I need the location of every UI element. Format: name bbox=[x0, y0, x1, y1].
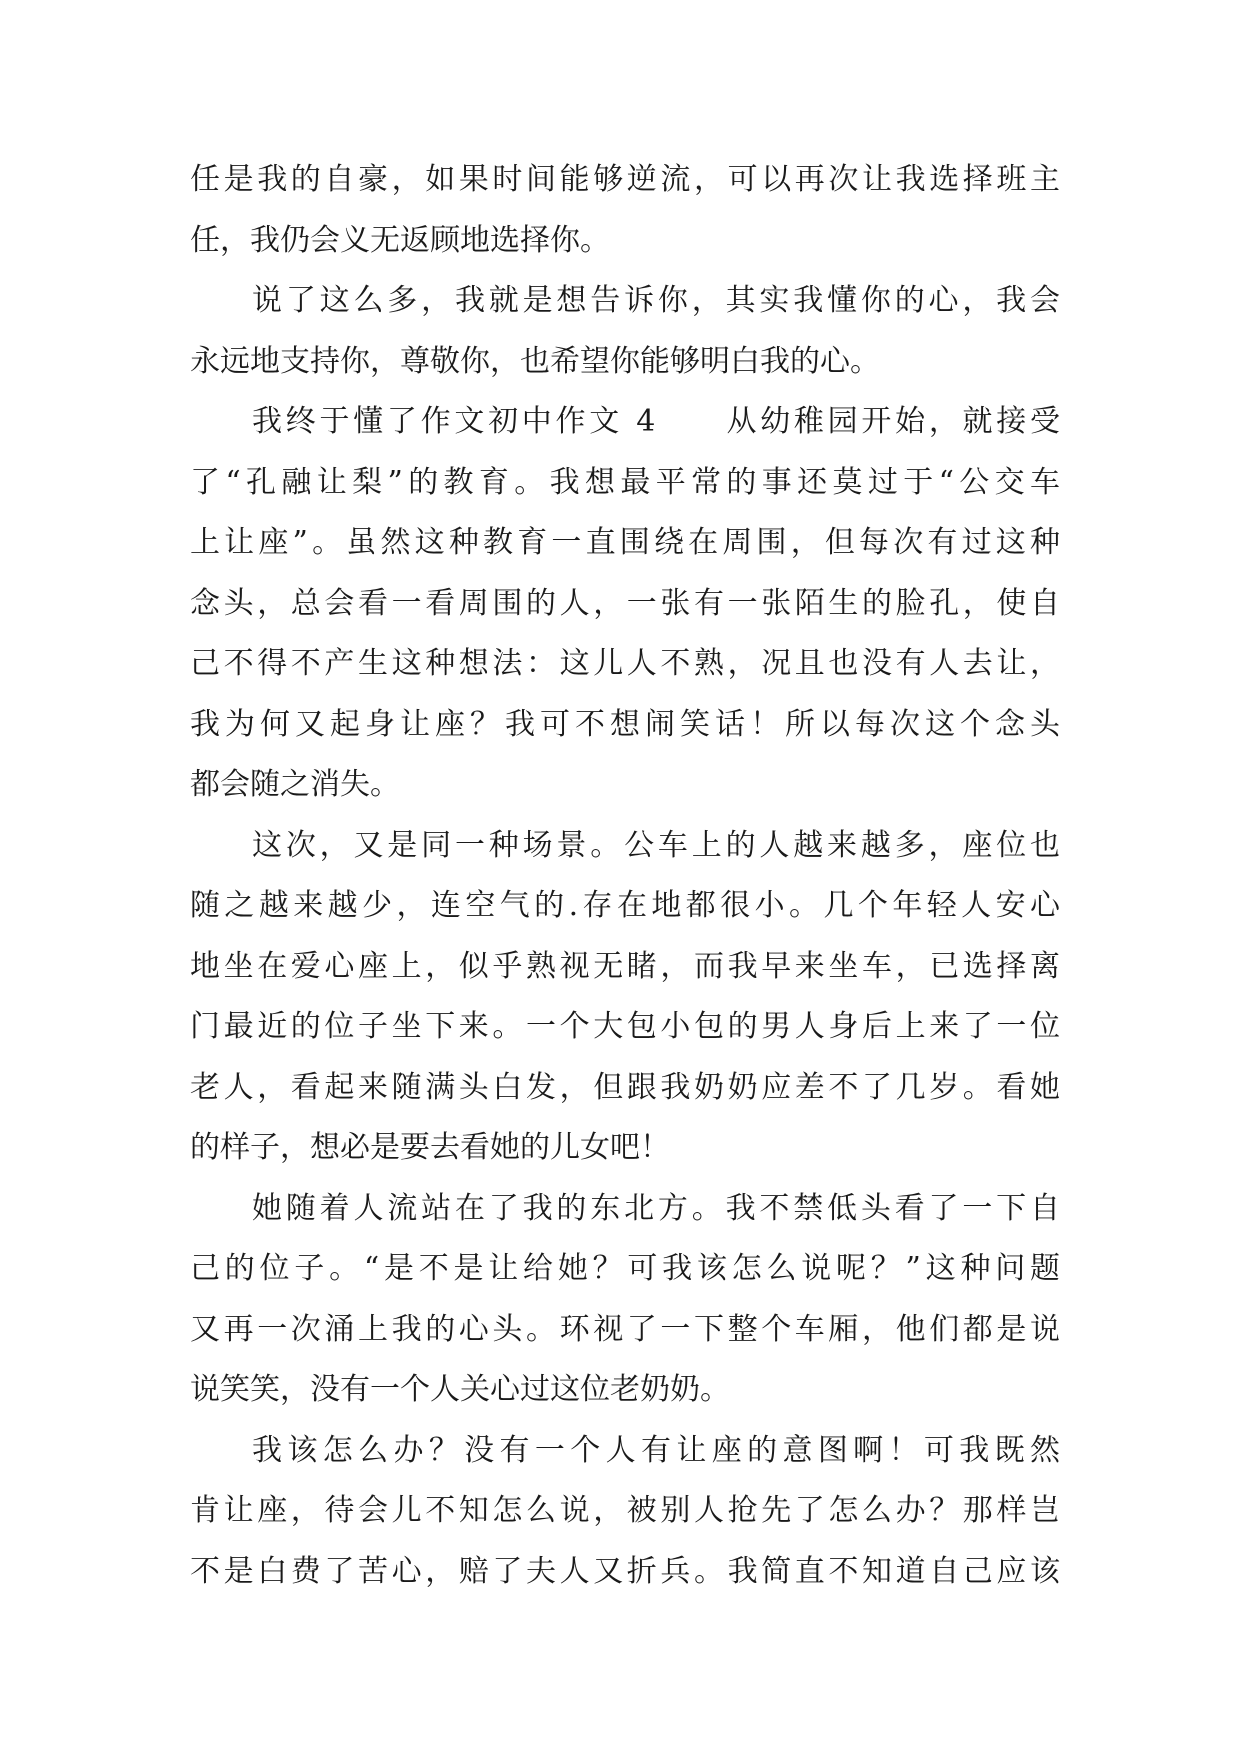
text-line: 了“孔融让梨”的教育。我想最平常的事还莫过于“公交车 bbox=[190, 464, 1060, 500]
text-line: 肯让座，待会儿不知怎么说，被别人抢先了怎么办？那样岂 bbox=[190, 1493, 1060, 1528]
text-line: 我终于懂了作文初中作文 4 从幼稚园开始，就接受 bbox=[252, 404, 1060, 439]
text-line: 任是我的自豪，如果时间能够逆流，可以再次让我选择班主 bbox=[190, 162, 1060, 197]
text-line: 她随着人流站在了我的东北方。我不禁低头看了一下自 bbox=[252, 1190, 1060, 1226]
text-line: 这次，又是同一种场景。公车上的人越来越多，座位也 bbox=[252, 827, 1060, 863]
text-line: 老人，看起来随满头白发，但跟我奶奶应差不了几岁。看她 bbox=[190, 1069, 1060, 1105]
text-line: 己不得不产生这种想法：这儿人不熟，况且也没有人去让， bbox=[190, 646, 1060, 681]
text-line: 任，我仍会义无返顾地选择你。 bbox=[190, 222, 610, 258]
text-line: 我该怎么办？没有一个人有让座的意图啊！可我既然 bbox=[252, 1432, 1060, 1468]
text-line: 我为何又起身让座？我可不想闹笑话！所以每次这个念头 bbox=[190, 706, 1060, 742]
text-line: 说笑笑，没有一个人关心过这位老奶奶。 bbox=[190, 1372, 730, 1407]
text-line: 地坐在爱心座上，似乎熟视无睹，而我早来坐车，已选择离 bbox=[190, 948, 1060, 984]
text-line: 己的位子。“是不是让给她？可我该怎么说呢？”这种问题 bbox=[190, 1251, 1060, 1286]
text-line: 说了这么多，我就是想告诉你，其实我懂你的心，我会 bbox=[252, 283, 1060, 318]
text-line: 门最近的位子坐下来。一个大包小包的男人身后上来了一位 bbox=[190, 1009, 1060, 1044]
text-line: 的样子，想必是要去看她的儿女吧！ bbox=[190, 1130, 670, 1165]
text-line: 不是白费了苦心，赔了夫人又折兵。我简直不知道自己应该 bbox=[190, 1553, 1060, 1589]
text-line: 上让座”。虽然这种教育一直围绕在周围，但每次有过这种 bbox=[190, 525, 1060, 560]
essay-text bbox=[190, 150, 1060, 1602]
text-line: 又再一次涌上我的心头。环视了一下整个车厢，他们都是说 bbox=[190, 1311, 1060, 1347]
text-line: 都会随之消失。 bbox=[190, 767, 400, 802]
text-line: 永远地支持你，尊敬你，也希望你能够明白我的心。 bbox=[190, 343, 880, 379]
text-line: 随之越来越少，连空气的.存在地都很小。几个年轻人安心 bbox=[190, 888, 1060, 923]
text-line: 念头，总会看一看周围的人，一张有一张陌生的脸孔，使自 bbox=[190, 585, 1060, 621]
